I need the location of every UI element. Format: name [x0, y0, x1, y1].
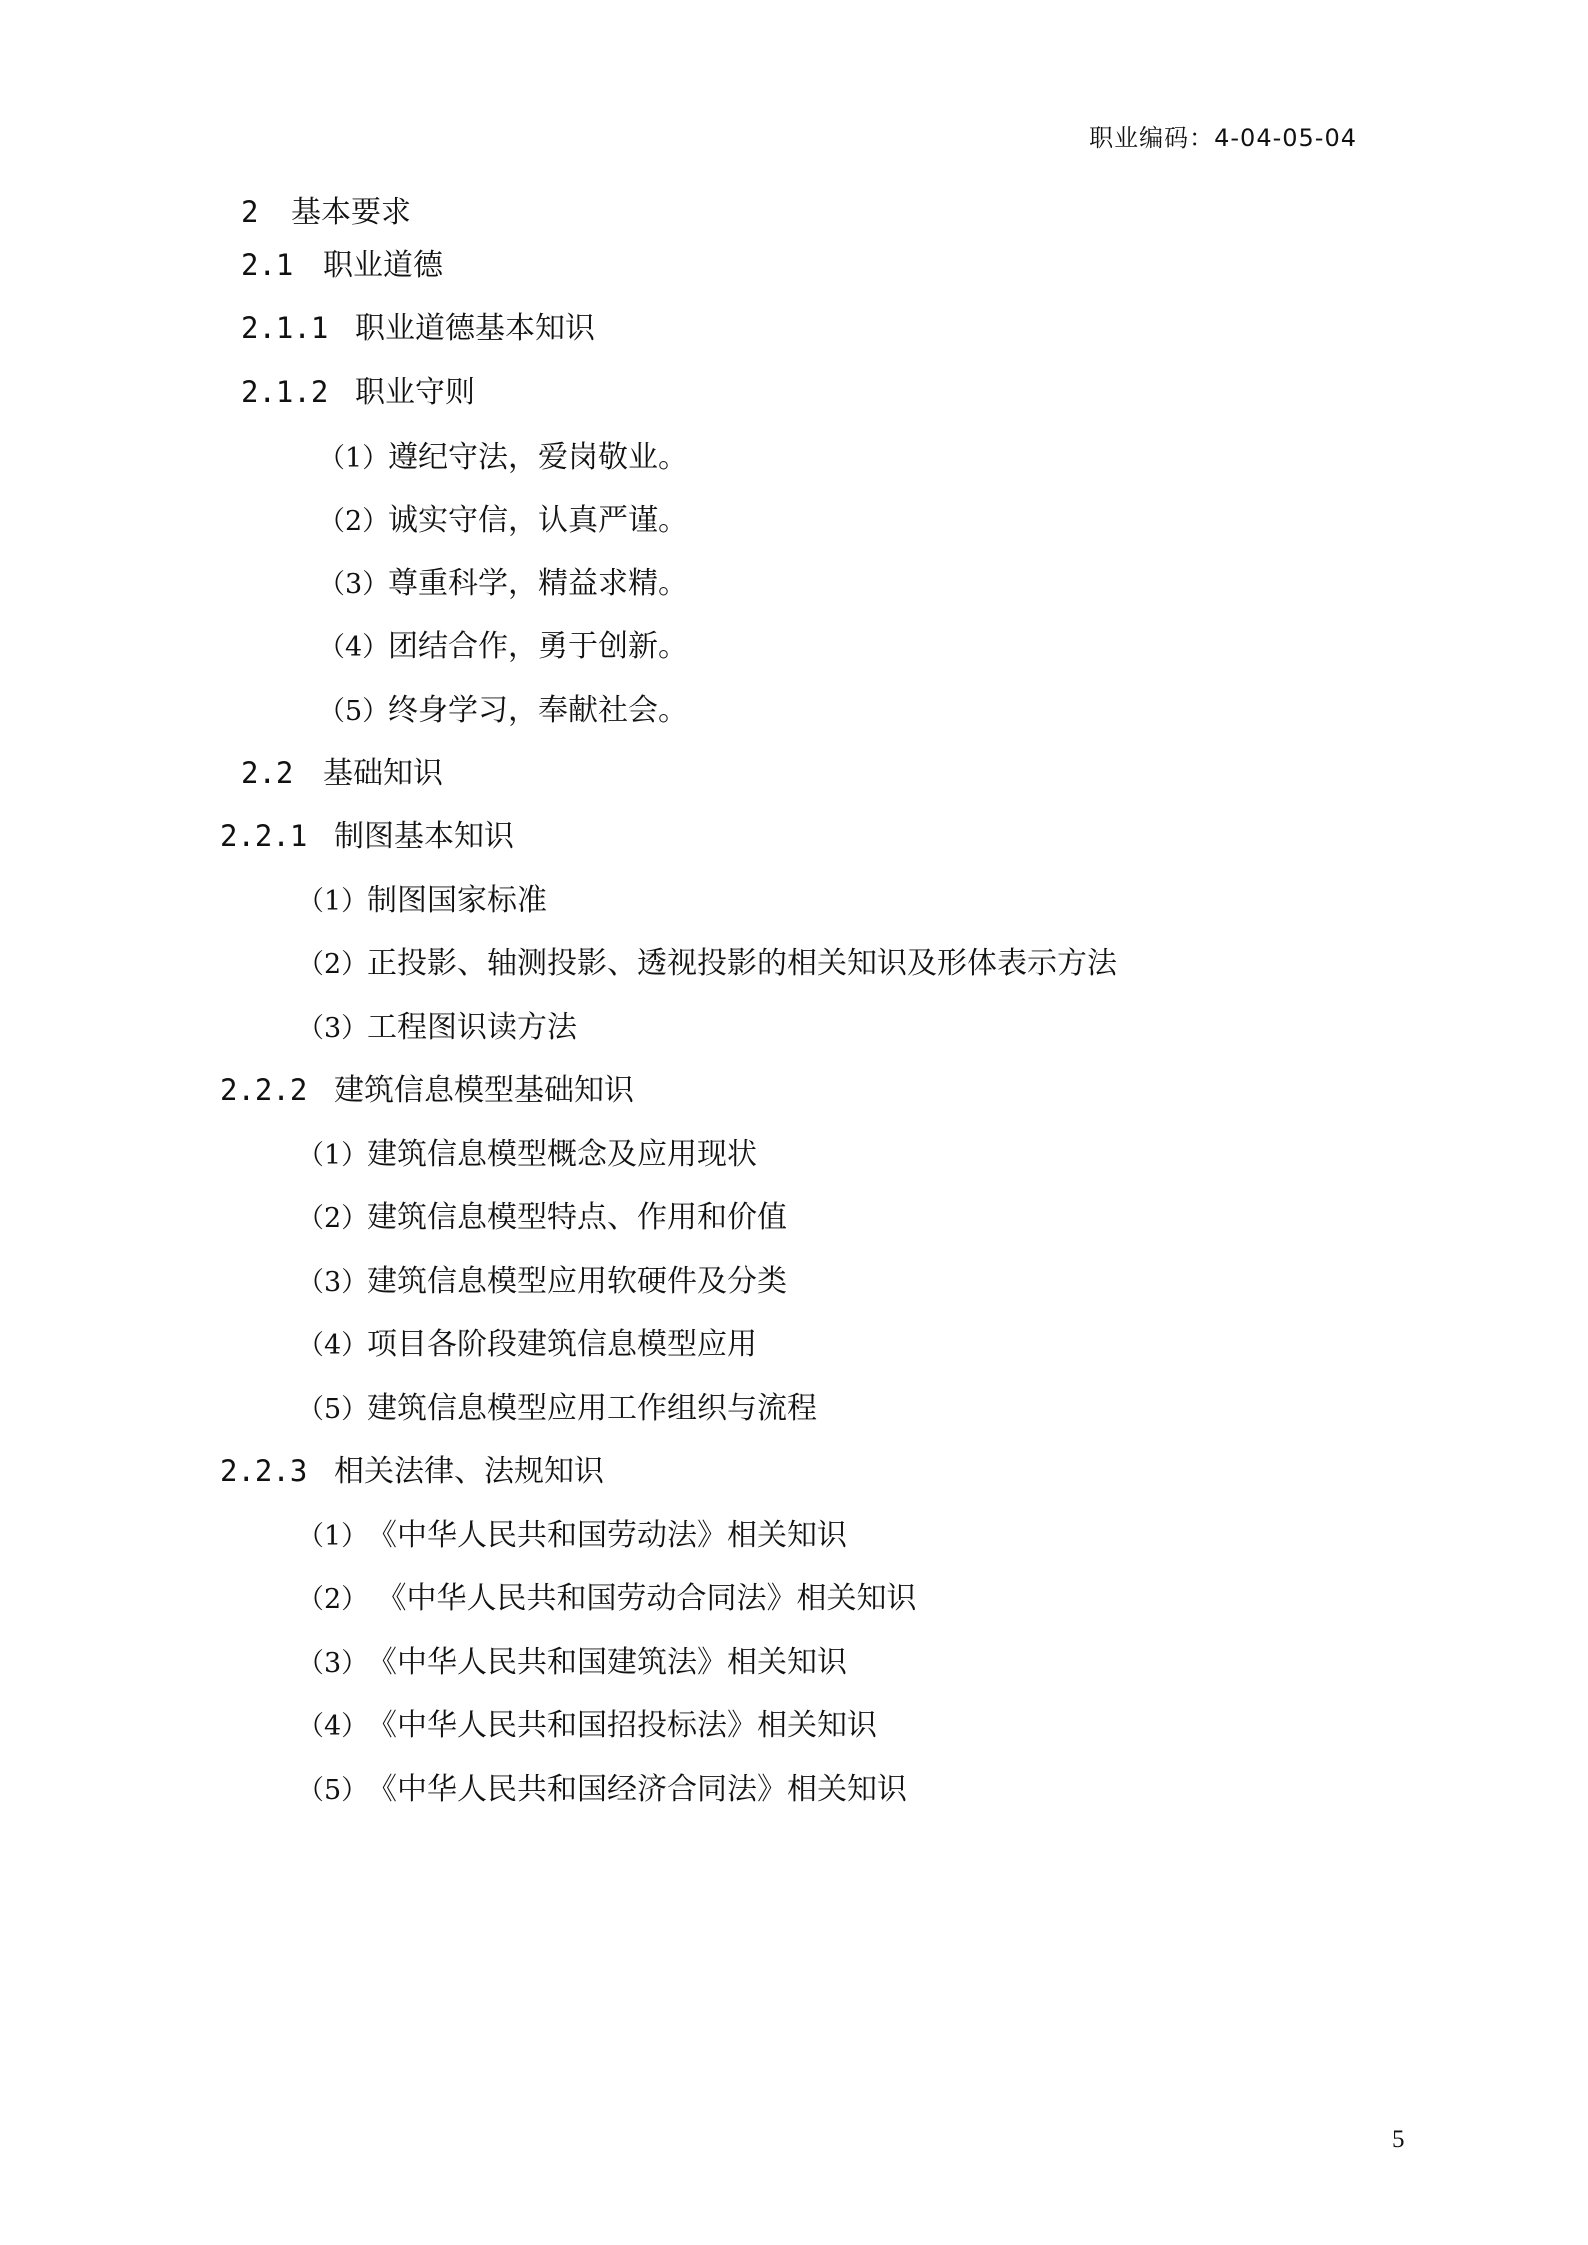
- section-number: 2.1.1: [241, 311, 329, 345]
- list-text: 《中华人民共和国劳动合同法》相关知识: [367, 1581, 917, 1616]
- list-text: 《中华人民共和国招投标法》相关知识: [367, 1708, 877, 1743]
- list-item: [297, 1256, 787, 1300]
- section-title: 相关法律、法规知识: [334, 1454, 604, 1489]
- section-number: 2.1.2: [241, 375, 329, 409]
- section-heading-2: [241, 187, 411, 231]
- section-title: 基本要求: [291, 195, 411, 230]
- list-marker: （4）: [297, 1330, 369, 1361]
- list-item: [318, 432, 688, 476]
- list-text: 正投影、轴测投影、透视投影的相关知识及形体表示方法: [367, 946, 1117, 981]
- list-marker: （2）: [297, 1584, 369, 1615]
- section-number: 2.1: [241, 248, 294, 282]
- list-marker: （2）: [318, 506, 390, 537]
- list-marker: （2）: [297, 949, 369, 980]
- list-text: 建筑信息模型特点、作用和价值: [367, 1200, 787, 1235]
- list-item: [297, 1764, 907, 1808]
- list-marker: （5）: [297, 1775, 369, 1806]
- list-item: [297, 1573, 917, 1617]
- list-text: 建筑信息模型概念及应用现状: [367, 1137, 757, 1172]
- section-number: 2.2.2: [220, 1073, 308, 1107]
- list-text: 《中华人民共和国建筑法》相关知识: [367, 1645, 847, 1680]
- list-marker: （4）: [297, 1711, 369, 1742]
- list-item: [318, 495, 688, 539]
- list-marker: （1）: [297, 886, 369, 917]
- list-item: [297, 1002, 577, 1046]
- section-heading-2-2-3: [220, 1446, 604, 1490]
- list-marker: （1）: [297, 1521, 369, 1552]
- list-text: 工程图识读方法: [367, 1010, 577, 1045]
- list-text: 建筑信息模型应用工作组织与流程: [367, 1391, 817, 1426]
- list-text: 项目各阶段建筑信息模型应用: [367, 1327, 757, 1362]
- list-marker: （1）: [297, 1140, 369, 1171]
- list-text: 《中华人民共和国劳动法》相关知识: [367, 1518, 847, 1553]
- section-heading-2-1-2: [241, 367, 475, 411]
- list-marker: （5）: [318, 696, 390, 727]
- occupation-code: 职业编码：4-04-05-04: [1089, 124, 1357, 152]
- list-marker: （3）: [318, 569, 390, 600]
- list-marker: （3）: [297, 1013, 369, 1044]
- section-title: 职业道德: [323, 248, 443, 283]
- list-text: 尊重科学，精益求精。: [388, 566, 688, 601]
- list-text: 制图国家标准: [367, 883, 547, 918]
- list-item: [297, 1319, 757, 1363]
- section-heading-2-1-1: [241, 303, 595, 347]
- list-text: 《中华人民共和国经济合同法》相关知识: [367, 1772, 907, 1807]
- section-number: 2.2.1: [220, 819, 308, 853]
- section-number: 2: [241, 195, 259, 229]
- page-number: 5: [1392, 2126, 1405, 2153]
- list-marker: （3）: [297, 1267, 369, 1298]
- section-heading-2-1: [241, 240, 443, 284]
- list-item: [297, 1510, 847, 1554]
- list-marker: （2）: [297, 1203, 369, 1234]
- list-text: 团结合作，勇于创新。: [388, 629, 688, 664]
- list-item: [318, 558, 688, 602]
- list-marker: （3）: [297, 1648, 369, 1679]
- list-item: [318, 621, 688, 665]
- section-title: 职业守则: [355, 375, 475, 410]
- list-item: [297, 938, 1117, 982]
- list-text: 终身学习，奉献社会。: [388, 693, 688, 728]
- list-item: [318, 685, 688, 729]
- section-heading-2-2-1: [220, 811, 514, 855]
- list-item: [297, 875, 547, 919]
- section-number: 2.2.3: [220, 1454, 308, 1488]
- section-title: 建筑信息模型基础知识: [334, 1073, 634, 1108]
- section-title: 职业道德基本知识: [355, 311, 595, 346]
- list-item: [297, 1192, 787, 1236]
- list-marker: （4）: [318, 632, 390, 663]
- section-heading-2-2-2: [220, 1065, 634, 1109]
- section-heading-2-2: [241, 748, 443, 792]
- list-item: [297, 1383, 817, 1427]
- list-item: [297, 1700, 877, 1744]
- list-item: [297, 1637, 847, 1681]
- section-title: 制图基本知识: [334, 819, 514, 854]
- list-text: 诚实守信，认真严谨。: [388, 503, 688, 538]
- list-marker: （1）: [318, 443, 390, 474]
- section-number: 2.2: [241, 756, 294, 790]
- list-item: [297, 1129, 757, 1173]
- list-text: 遵纪守法，爱岗敬业。: [388, 440, 688, 475]
- section-title: 基础知识: [323, 756, 443, 791]
- list-marker: （5）: [297, 1394, 369, 1425]
- list-text: 建筑信息模型应用软硬件及分类: [367, 1264, 787, 1299]
